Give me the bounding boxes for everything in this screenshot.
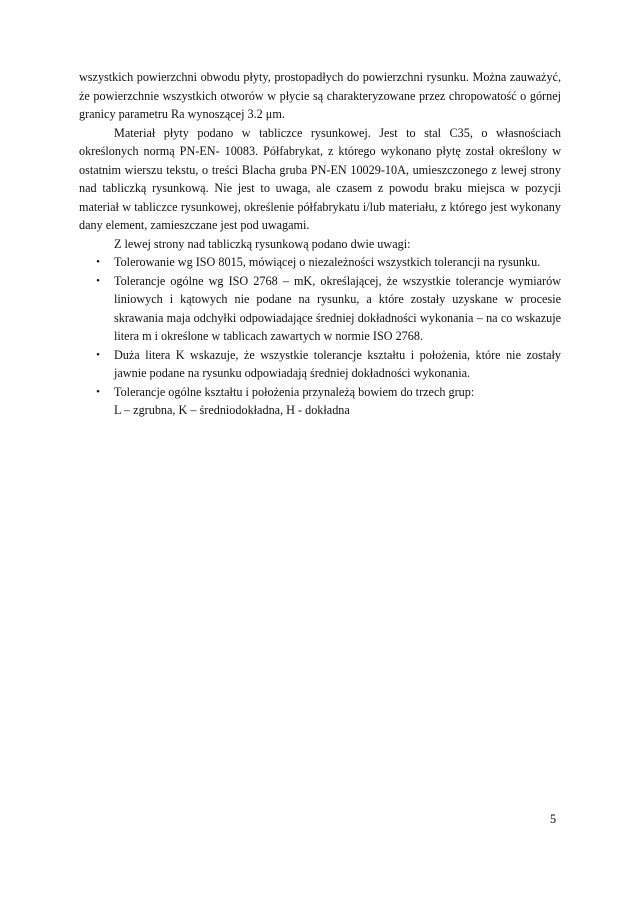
list-item: [79, 346, 561, 383]
tolerance-grades-line: L – zgrubna, K – średniodokładna, H - dokładna: [114, 403, 350, 417]
list-item: [79, 253, 561, 272]
list-item-text: Tolerancje ogólne kształtu i położenia przynależą bowiem do trzech grup:: [114, 384, 475, 399]
bullet-icon: •: [96, 274, 100, 287]
notes-list: [79, 253, 561, 420]
bullet-icon: •: [96, 348, 100, 361]
list-item-text: Tolerancje ogólne wg ISO 2768 – mK, określającej, że wszystkie tolerancje wymiarów liniowych i kątowych nie podane na rysunku, a które zostały uzyskane w procesie skrawania maja odchyłki odpowiadające średniej dokładności wykonania – na co wskazuje litera m i określone w tablicach zawartych w normie ISO 2768.: [114, 273, 561, 343]
paragraph-roughness: wszystkich powierzchni obwodu płyty, prostopadłych do powierzchni rysunku. Można zauważyć, że powierzchnie wszystkich otworów w płycie są charakteryzowane przez chropowatość o górnej granicy parametru Ra wynoszącej 3.2 μm.: [79, 70, 561, 121]
list-item: [79, 383, 561, 420]
paragraph-material: Materiał płyty podano w tabliczce rysunkowej. Jest to stal C35, o własnościach określonych normą PN-EN- 10083. Półfabrykat, z którego wykonano płytę został określony w ostatnim wierszu tekstu, o treści Blacha gruba PN-EN 10029-10A, umieszczonego z lewej strony nad tabliczką rysunkową. Nie jest to uwaga, ale czasem z powodu braku miejsca w pozycji materiał w tabliczce rysunkowej, określenie półfabrykatu i/lub materiału, z którego jest wykonany dany element, zamieszczane jest pod uwagami.: [79, 125, 561, 232]
list-item: [79, 272, 561, 346]
list-item-text: Tolerowanie wg ISO 8015, mówiącej o niezależności wszystkich tolerancji na rysunku.: [114, 255, 541, 269]
document-body: [79, 68, 561, 420]
bullet-icon: •: [96, 385, 100, 398]
paragraph-notes-intro: Z lewej strony nad tabliczką rysunkową podano dwie uwagi:: [114, 236, 411, 251]
page-number: 5: [550, 812, 557, 826]
list-item-text: Duża litera K wskazuje, że wszystkie tolerancje kształtu i położenia, które nie zostały jawnie podane na rysunku odpowiadają średniej dokładności wykonania.: [114, 347, 561, 380]
bullet-icon: •: [96, 256, 100, 268]
